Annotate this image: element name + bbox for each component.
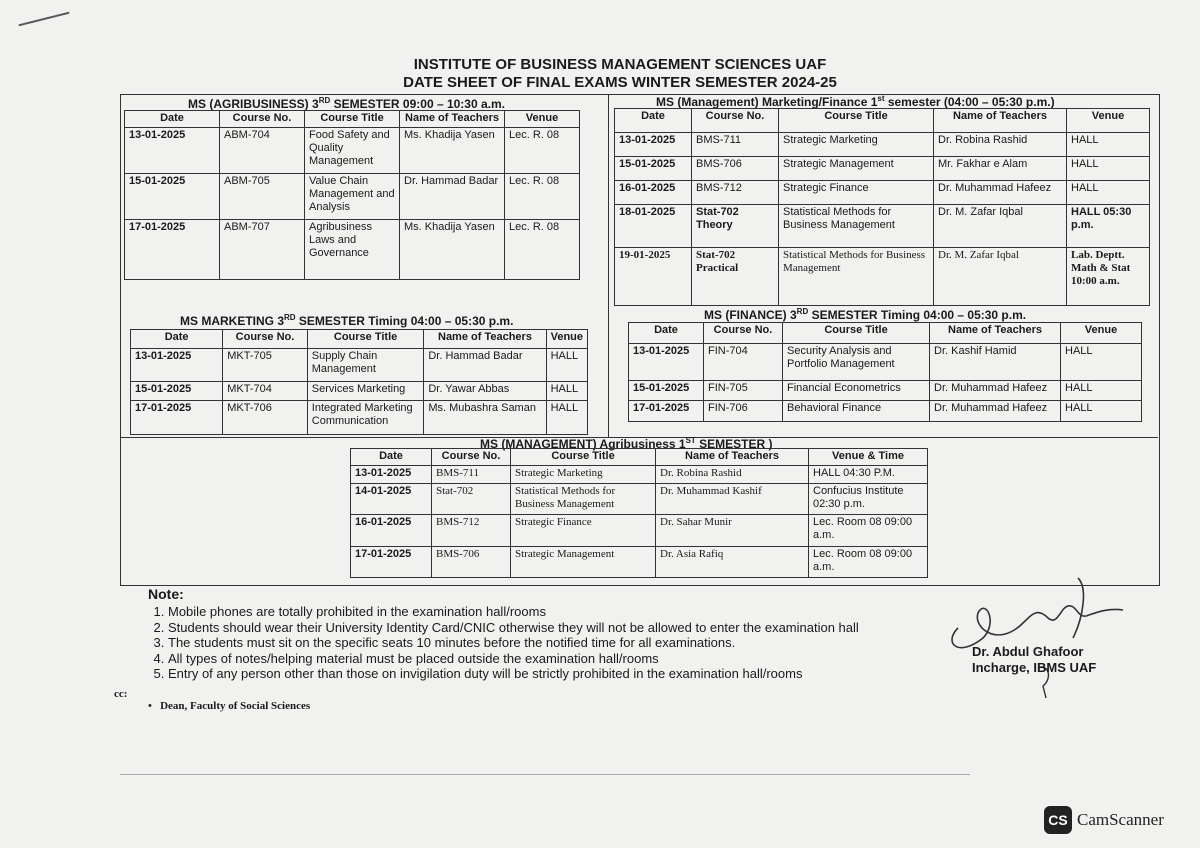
course-title-cell: Strategic Finance [511,515,656,546]
col-header: Course No. [432,449,511,466]
course-no-cell: MKT-704 [223,382,308,401]
course-title-cell: Financial Econometrics [783,380,930,401]
course-no-cell: FIN-706 [704,401,783,422]
course-no-cell: FIN-705 [704,380,783,401]
col-header: Name of Teachers [400,111,505,128]
column-divider [608,94,609,437]
teacher-cell: Ms. Khadija Yasen [400,220,505,280]
course-no-cell: ABM-707 [220,220,305,280]
venue-cell: Lec. Room 08 09:00 a.m. [809,515,928,546]
cc-label: cc: [114,688,128,700]
table-row [125,220,580,280]
fin3-title [704,307,1026,322]
note-item: 1. Mobile phones are totally prohibited in the examination hall/rooms [168,604,859,620]
course-title-cell: Services Marketing [307,382,424,401]
mgmt1-title-post: semester (04:00 – 05:30 p.m.) [884,95,1055,109]
course-no-cell: ABM-704 [220,128,305,174]
mgmtagri1-title-sup: ST [685,436,696,445]
teacher-cell: Dr. Robina Rashid [934,132,1067,156]
venue-cell: HALL [546,348,587,382]
date-cell: 13-01-2025 [125,128,220,174]
note-item: 3. The students must sit on the specific seats 10 minutes before the notified time for all examinations. [168,635,859,651]
mkt3-title-post: SEMESTER Timing 04:00 – 05:30 p.m. [295,314,514,328]
course-no-cell: Stat-702 Practical [692,248,779,306]
agri3-title-pre: MS (AGRIBUSINESS) 3 [188,97,319,111]
table-row [125,174,580,220]
teacher-cell: Ms. Mubashra Saman [424,401,546,435]
col-header: Date [615,109,692,133]
venue-cell: HALL [1061,401,1142,422]
mkt3-title-sup: RD [284,313,296,322]
camscanner-text: CamScanner [1077,810,1164,829]
date-cell: 18-01-2025 [615,204,692,247]
mgmt1-title-pre: MS (Management) Marketing/Finance 1 [656,95,878,109]
venue-cell: HALL [1061,343,1142,380]
teacher-cell: Dr. Robina Rashid [656,466,809,483]
agri3-title-post: SEMESTER 09:00 – 10:30 a.m. [330,97,505,111]
table-row [351,466,928,483]
col-header: Venue & Time [809,449,928,466]
table-row [615,132,1150,156]
col-header: Date [125,111,220,128]
course-title-cell: Strategic Management [511,546,656,577]
course-no-cell: Stat-702 [432,483,511,514]
teacher-cell: Dr. Hammad Badar [400,174,505,220]
course-title-cell: Strategic Finance [779,180,934,204]
teacher-cell: Dr. Muhammad Hafeez [930,380,1061,401]
mkt3-title [180,313,513,328]
table-header-row [615,109,1150,133]
venue-cell: HALL [1061,380,1142,401]
course-title-cell: Integrated Marketing Communication [307,401,424,435]
mkt3-table [130,329,588,435]
note-item: 4. All types of notes/helping material must be placed outside the examination hall/rooms [168,651,859,667]
venue-cell: Confucius Institute 02:30 p.m. [809,483,928,514]
course-title-cell: Value Chain Management and Analysis [305,174,400,220]
venue-cell: HALL [1067,132,1150,156]
col-header: Course Title [305,111,400,128]
venue-cell: HALL [1067,156,1150,180]
table-row [351,483,928,514]
col-header: Venue [505,111,580,128]
col-header: Date [131,330,223,349]
course-title-cell: Agribusiness Laws and Governance [305,220,400,280]
institute-title: INSTITUTE OF BUSINESS MANAGEMENT SCIENCES UAF [413,56,827,73]
table-row [125,128,580,174]
signatory-name: Dr. Abdul Ghafoor [972,644,1084,659]
teacher-cell: Dr. M. Zafar Iqbal [934,248,1067,306]
date-cell: 15-01-2025 [131,382,223,401]
teacher-cell: Dr. Muhammad Kashif [656,483,809,514]
teacher-cell: Dr. Kashif Hamid [930,343,1061,380]
teacher-cell: Dr. Muhammad Hafeez [934,180,1067,204]
col-header: Course Title [307,330,424,349]
date-cell: 17-01-2025 [629,401,704,422]
table-row [629,401,1142,422]
note-item: 2. Students should wear their University Identity Card/CNIC otherwise they will not be allowed to enter the examination hall [168,620,859,636]
col-header: Course No. [223,330,308,349]
fin3-table [628,322,1142,422]
col-header: Course Title [783,323,930,344]
table-header-row [125,111,580,128]
mgmt1-table [614,108,1150,306]
date-cell: 14-01-2025 [351,483,432,514]
course-title-cell: Statistical Methods for Business Management [511,483,656,514]
teacher-cell: Dr. Yawar Abbas [424,382,546,401]
date-cell: 15-01-2025 [615,156,692,180]
cc-item: • Dean, Faculty of Social Sciences [148,700,311,712]
course-no-cell: BMS-712 [432,515,511,546]
cc-item-text: Dean, Faculty of Social Sciences [160,700,311,712]
table-row [131,348,588,382]
agri3-title-sup: RD [318,96,331,105]
date-cell: 13-01-2025 [131,348,223,382]
mgmt1-title-sup: st [877,94,885,103]
col-header: Course No. [692,109,779,133]
datesheet-title: DATE SHEET OF FINAL EXAMS WINTER SEMESTER 2024-25 [403,74,837,91]
date-cell: 17-01-2025 [131,401,223,435]
teacher-cell: Dr. Asia Rafiq [656,546,809,577]
venue-cell: HALL [546,401,587,435]
fin3-title-post: SEMESTER Timing 04:00 – 05:30 p.m. [808,308,1027,322]
venue-cell: Lec. R. 08 [505,174,580,220]
date-cell: 17-01-2025 [125,220,220,280]
mgmtagri1-title-pre: MS (MANAGEMENT) Agribusiness 1 [480,437,686,451]
date-cell: 13-01-2025 [615,132,692,156]
venue-cell: Lec. R. 08 [505,128,580,174]
table-row [615,204,1150,247]
table-row [615,156,1150,180]
col-header: Course Title [779,109,934,133]
date-cell: 19-01-2025 [615,248,692,306]
col-header: Course No. [704,323,783,344]
col-header: Name of Teachers [930,323,1061,344]
teacher-cell: Ms. Khadija Yasen [400,128,505,174]
course-title-cell: Behavioral Finance [783,401,930,422]
course-title-cell: Statistical Methods for Business Management [779,204,934,247]
table-header-row [629,323,1142,344]
course-title-cell: Strategic Marketing [779,132,934,156]
table-header-row [351,449,928,466]
date-cell: 15-01-2025 [629,380,704,401]
col-header: Venue [1061,323,1142,344]
agri3-table [124,110,580,280]
table-row [351,546,928,577]
course-no-cell: BMS-706 [692,156,779,180]
course-no-cell: MKT-706 [223,401,308,435]
venue-cell: Lab. Deptt. Math & Stat 10:00 a.m. [1067,248,1150,306]
table-row [615,180,1150,204]
course-title-cell: Statistical Methods for Business Management [779,248,934,306]
signature-scribble [938,568,1138,698]
course-title-cell: Strategic Management [779,156,934,180]
table-header-row [131,330,588,349]
course-no-cell: FIN-704 [704,343,783,380]
table-row [615,248,1150,306]
date-cell: 15-01-2025 [125,174,220,220]
date-cell: 16-01-2025 [615,180,692,204]
agri3-title [188,96,505,111]
table-row [131,382,588,401]
col-header: Course No. [220,111,305,128]
table-row [629,380,1142,401]
col-header: Venue [1067,109,1150,133]
venue-cell: HALL 04:30 P.M. [809,466,928,483]
mkt3-title-pre: MS MARKETING 3 [180,314,285,328]
col-header: Name of Teachers [656,449,809,466]
bottom-rule [120,774,970,775]
col-header: Course Title [511,449,656,466]
venue-cell: Lec. R. 08 [505,220,580,280]
notes-heading: Note: [148,586,184,602]
teacher-cell: Dr. Hammad Badar [424,348,546,382]
table-row [629,343,1142,380]
signatory-block [972,644,1096,676]
date-cell: 17-01-2025 [351,546,432,577]
venue-cell: HALL 05:30 p.m. [1067,204,1150,247]
table-row [131,401,588,435]
notes-list [148,604,859,682]
camscanner-watermark [1044,806,1164,834]
camscanner-logo-icon: CS [1044,806,1072,834]
course-no-cell: BMS-711 [432,466,511,483]
scan-artifact-line [19,12,70,27]
signatory-title: Incharge, IBMS UAF [972,660,1097,675]
course-title-cell: Food Safety and Quality Management [305,128,400,174]
teacher-cell: Dr. Muhammad Hafeez [930,401,1061,422]
col-header: Name of Teachers [424,330,546,349]
course-no-cell: Stat-702 Theory [692,204,779,247]
note-item: 5. Entry of any person other than those on invigilation duty will be strictly prohibited in the examination hall/rooms [168,666,859,682]
date-cell: 16-01-2025 [351,515,432,546]
course-title-cell: Security Analysis and Portfolio Management [783,343,930,380]
fin3-title-pre: MS (FINANCE) 3 [704,308,797,322]
date-cell: 13-01-2025 [351,466,432,483]
col-header: Date [351,449,432,466]
teacher-cell: Dr. M. Zafar Iqbal [934,204,1067,247]
course-no-cell: ABM-705 [220,174,305,220]
venue-cell: HALL [546,382,587,401]
fin3-title-sup: RD [796,307,809,316]
col-header: Venue [546,330,587,349]
teacher-cell: Dr. Sahar Munir [656,515,809,546]
date-cell: 13-01-2025 [629,343,704,380]
mgmt1-title [656,94,1055,109]
mgmtagri1-title-post: SEMESTER ) [695,437,773,451]
course-title-cell: Strategic Marketing [511,466,656,483]
course-title-cell: Supply Chain Management [307,348,424,382]
venue-cell: HALL [1067,180,1150,204]
course-no-cell: BMS-712 [692,180,779,204]
course-no-cell: BMS-711 [692,132,779,156]
venue-cell: Lec. Room 08 09:00 a.m. [809,546,928,577]
mgmtagri1-table [350,448,928,578]
teacher-cell: Mr. Fakhar e Alam [934,156,1067,180]
col-header: Date [629,323,704,344]
table-row [351,515,928,546]
course-no-cell: BMS-706 [432,546,511,577]
col-header: Name of Teachers [934,109,1067,133]
notes-block [148,586,859,682]
course-no-cell: MKT-705 [223,348,308,382]
